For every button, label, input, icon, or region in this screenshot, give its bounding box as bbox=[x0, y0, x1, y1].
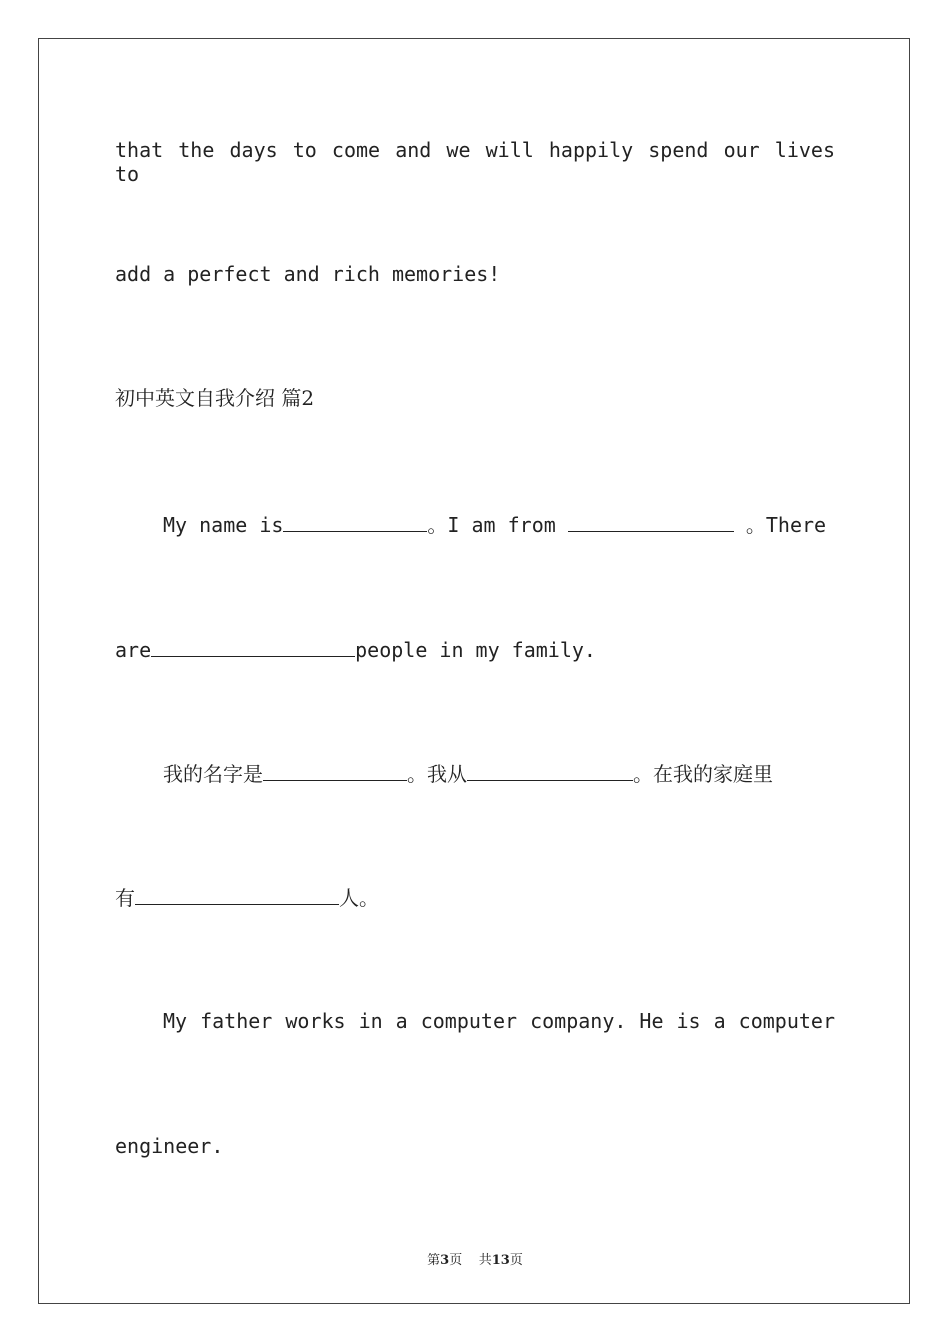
page-mid: 页 bbox=[449, 1253, 463, 1268]
text-line-father: My father works in a computer company. He is a computer bbox=[163, 1009, 835, 1033]
text-line-2: add a perfect and rich memories! bbox=[115, 262, 501, 286]
blank-people-count-cn[interactable] bbox=[135, 884, 339, 905]
family-label-cn: 。在我的家庭里 bbox=[633, 762, 773, 786]
page-footer bbox=[0, 1249, 950, 1268]
page-number: 3 bbox=[440, 1253, 450, 1268]
name-label-cn: 我的名字是 bbox=[163, 762, 263, 786]
total-pages: 13 bbox=[491, 1253, 510, 1268]
total-prefix: 共 bbox=[478, 1253, 492, 1268]
people-label: people in my family. bbox=[355, 638, 596, 662]
people-label-cn: 人。 bbox=[339, 886, 379, 910]
are-label: are bbox=[115, 638, 152, 662]
blank-from[interactable] bbox=[568, 511, 734, 532]
page-prefix: 第 bbox=[427, 1253, 441, 1268]
name-label: My name is bbox=[163, 513, 284, 537]
fill-in-line-family-cn bbox=[115, 884, 379, 910]
total-suffix: 页 bbox=[509, 1253, 523, 1268]
section-heading: 初中英文自我介绍 篇2 bbox=[115, 386, 315, 410]
have-label-cn: 有 bbox=[115, 886, 135, 910]
from-label-cn: 。我从 bbox=[407, 762, 467, 786]
page-frame bbox=[38, 38, 910, 1304]
blank-from-cn[interactable] bbox=[467, 760, 633, 781]
blank-name-cn[interactable] bbox=[263, 760, 407, 781]
fill-in-line-name bbox=[163, 511, 826, 537]
blank-name[interactable] bbox=[283, 511, 427, 532]
text-line-engineer: engineer. bbox=[115, 1134, 224, 1158]
from-label: 。I am from bbox=[427, 513, 556, 537]
blank-people-count[interactable] bbox=[151, 636, 355, 657]
fill-in-line-name-cn bbox=[163, 760, 773, 786]
there-label: 。There bbox=[745, 513, 827, 537]
text-line-1: that the days to come and we will happily spend our lives to bbox=[115, 138, 835, 186]
fill-in-line-family bbox=[115, 636, 596, 662]
